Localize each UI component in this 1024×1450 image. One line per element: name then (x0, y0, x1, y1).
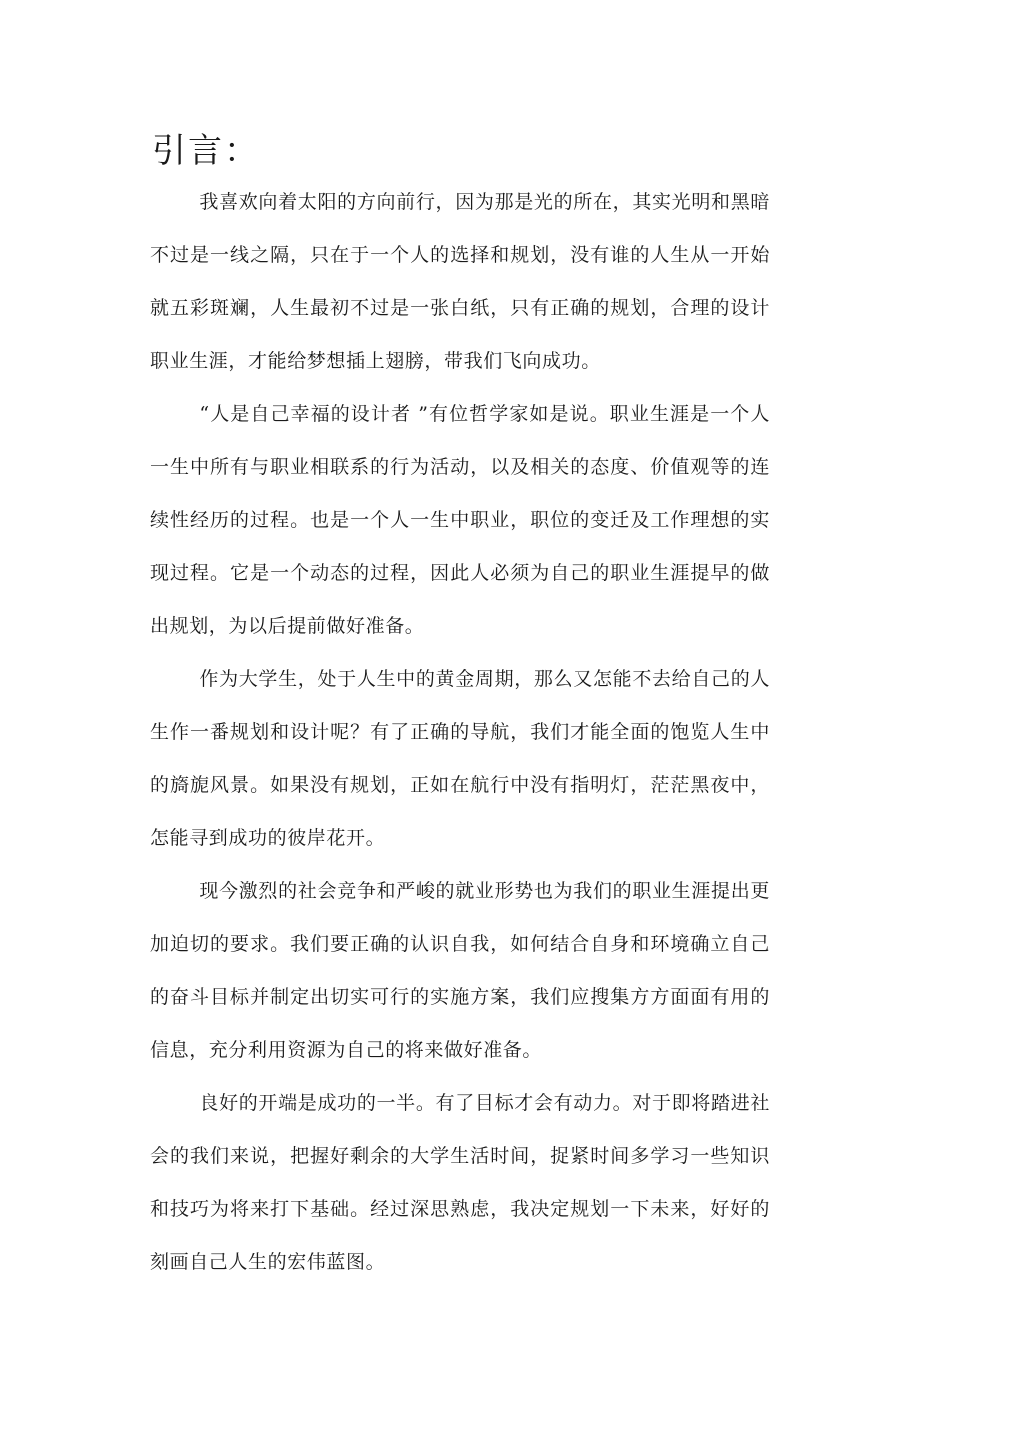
section-heading: 引言： (152, 131, 260, 171)
paragraph: 我喜欢向着太阳的方向前行，因为那是光的所在，其实光明和黑暗不过是一线之隔，只在于一个人的选择和规划，没有谁的人生从一开始就五彩斑斓，人生最初不过是一张白纸，只有正确的规划，合理的设计职业生涯，才能给梦想插上翅膀，带我们飞向成功。 (150, 191, 770, 372)
paragraph: “人是自己幸福的设计者 ”有位哲学家如是说。职业生涯是一个人一生中所有与职业相联系的行为活动，以及相关的态度、价值观等的连续性经历的过程。也是一个人一生中职业，职位的变迁及工作理想的实现过程。它是一个动态的过程，因此人必须为自己的职业生涯提早的做出规划，为以后提前做好准备。 (150, 403, 770, 637)
body-text (150, 176, 770, 1289)
paragraph: 现今激烈的社会竞争和严峻的就业形势也为我们的职业生涯提出更加迫切的要求。我们要正确的认识自我，如何结合自身和环境确立自己的奋斗目标并制定出切实可行的实施方案，我们应搜集方方面面有用的信息，充分利用资源为自己的将来做好准备。 (150, 880, 770, 1061)
paragraph: 良好的开端是成功的一半。有了目标才会有动力。对于即将踏进社会的我们来说，把握好剩余的大学生活时间，捉紧时间多学习一些知识和技巧为将来打下基础。经过深思熟虑，我决定规划一下未来，好好的刻画自己人生的宏伟蓝图。 (150, 1092, 770, 1273)
paragraph: 作为大学生，处于人生中的黄金周期，那么又怎能不去给自己的人生作一番规划和设计呢？有了正确的导航，我们才能全面的饱览人生中的旖旎风景。如果没有规划，正如在航行中没有指明灯，茫茫黑夜中，怎能寻到成功的彼岸花开。 (150, 668, 770, 849)
